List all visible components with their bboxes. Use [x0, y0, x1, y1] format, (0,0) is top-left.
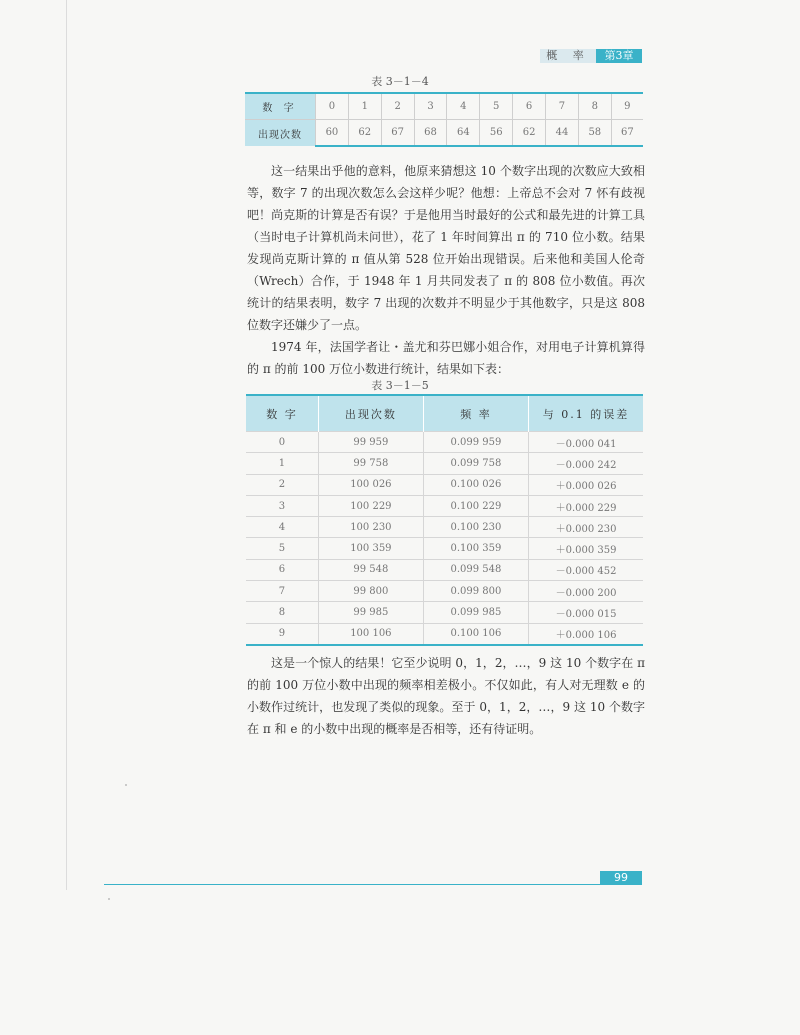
table1-count: 44 [546, 120, 579, 147]
column-header: 与 0.1 的误差 [529, 395, 643, 432]
page-edge-line [66, 0, 67, 890]
cell-digit: 5 [246, 538, 318, 559]
paragraph: 这是一个惊人的结果！它至少说明 0，1，2，…，9 这 10 个数字在 π 的前 100 万位小数中出现的频率相差极小。不仅如此，有人对无理数 e 的小数作过统计，也发现了类似的现象。至于 0，1，2，…，9 这 10 个数字在 π 和 e 的小数中出现的概率是否相等，还有待证明。 [247, 656, 645, 736]
cell-error: －0.000 452 [529, 559, 643, 580]
cell-frequency: 0.100 229 [423, 495, 528, 516]
paragraph: 1974 年，法国学者让・盖尤和芬巴娜小姐合作，对用电子计算机算得的 π 的前 100 万位小数进行统计，结果如下表： [247, 340, 645, 376]
cell-frequency: 0.100 106 [423, 623, 528, 645]
scan-speck [125, 784, 127, 786]
table1-caption: 表 3－1－4 [371, 75, 429, 88]
table-row [246, 559, 643, 580]
table-row [246, 432, 643, 453]
table1-digit: 2 [381, 93, 414, 120]
table1-count: 64 [447, 120, 480, 147]
table-row [246, 453, 643, 474]
body-text-1 [247, 160, 645, 380]
digit-count-table-small [245, 92, 643, 147]
cell-error: －0.000 200 [529, 581, 643, 602]
cell-error: －0.000 015 [529, 602, 643, 623]
cell-digit: 9 [246, 623, 318, 645]
cell-frequency: 0.099 959 [423, 432, 528, 453]
cell-frequency: 0.100 359 [423, 538, 528, 559]
cell-frequency: 0.099 985 [423, 602, 528, 623]
table1-count: 56 [480, 120, 513, 147]
cell-digit: 6 [246, 559, 318, 580]
cell-frequency: 0.099 800 [423, 581, 528, 602]
table1-digit: 1 [348, 93, 381, 120]
table-row [246, 581, 643, 602]
cell-digit: 1 [246, 453, 318, 474]
cell-error: ＋0.000 106 [529, 623, 643, 645]
cell-digit: 3 [246, 495, 318, 516]
table1-digit: 6 [513, 93, 546, 120]
table-row [246, 474, 643, 495]
table1-digit-row [245, 93, 643, 120]
cell-digit: 0 [246, 432, 318, 453]
cell-frequency: 0.099 548 [423, 559, 528, 580]
cell-frequency: 0.100 026 [423, 474, 528, 495]
chapter-name: 概 率 [540, 49, 596, 63]
cell-frequency: 0.100 230 [423, 517, 528, 538]
chapter-number: 第3章 [596, 49, 642, 63]
chapter-header-tag [540, 49, 642, 63]
cell-error: ＋0.000 026 [529, 474, 643, 495]
cell-error: ＋0.000 359 [529, 538, 643, 559]
table-row [246, 602, 643, 623]
cell-error: ＋0.000 230 [529, 517, 643, 538]
table-row [246, 517, 643, 538]
table-row [246, 623, 643, 645]
cell-count: 100 106 [318, 623, 423, 645]
column-header: 数 字 [246, 395, 318, 432]
table1-count: 68 [414, 120, 447, 147]
cell-count: 100 229 [318, 495, 423, 516]
cell-count: 100 359 [318, 538, 423, 559]
footer-rule [104, 884, 642, 885]
table1-count: 60 [316, 120, 349, 147]
table1-count: 58 [578, 120, 611, 147]
cell-digit: 4 [246, 517, 318, 538]
cell-count: 99 758 [318, 453, 423, 474]
table1-digit: 5 [480, 93, 513, 120]
column-header: 频 率 [423, 395, 528, 432]
table-row [246, 495, 643, 516]
cell-count: 100 230 [318, 517, 423, 538]
table1-row-label: 数 字 [245, 93, 316, 120]
cell-error: －0.000 242 [529, 453, 643, 474]
page-number: 99 [600, 871, 642, 885]
table1-row-label: 出现次数 [245, 120, 316, 147]
table1-count: 62 [513, 120, 546, 147]
cell-digit: 2 [246, 474, 318, 495]
table1-count: 62 [348, 120, 381, 147]
cell-digit: 8 [246, 602, 318, 623]
cell-count: 99 985 [318, 602, 423, 623]
pi-digit-frequency-table [246, 394, 643, 646]
column-header: 出现次数 [318, 395, 423, 432]
cell-error: ＋0.000 229 [529, 495, 643, 516]
table1-digit: 0 [316, 93, 349, 120]
cell-error: －0.000 041 [529, 432, 643, 453]
table1-digit: 8 [578, 93, 611, 120]
cell-count: 100 026 [318, 474, 423, 495]
paragraph: 这一结果出乎他的意料，他原来猜想这 10 个数字出现的次数应大致相等，数字 7 的出现次数怎么会这样少呢？他想：上帝总不会对 7 怀有歧视吧！尚克斯的计算是否有误？于是他用当时最好的公式和最先进的计算工具（当时电子计算机尚未问世），花了 1 年时间算出 π 的 710 位小数。结果发现尚克斯计算的 π 值从第 528 位开始出现错误。后来他和美国人伦奇（Wrech）合作，于 1948 年 1 月共同发表了 π 的 808 位小数值。再次统计的结果表明，数字 7 出现的次数并不明显少于其他数字，只是这 808 位数字还嫌少了一点。 [247, 164, 645, 332]
table1-digit: 7 [546, 93, 579, 120]
cell-count: 99 548 [318, 559, 423, 580]
table1-count: 67 [381, 120, 414, 147]
cell-count: 99 959 [318, 432, 423, 453]
body-text-2 [247, 652, 645, 740]
table1-count: 67 [611, 120, 643, 147]
table1-digit: 4 [447, 93, 480, 120]
table-row [246, 538, 643, 559]
table1-digit: 9 [611, 93, 643, 120]
cell-frequency: 0.099 758 [423, 453, 528, 474]
table2-caption: 表 3－1－5 [371, 379, 429, 392]
scan-speck [108, 898, 110, 900]
cell-digit: 7 [246, 581, 318, 602]
table2-header-row [246, 395, 643, 432]
cell-count: 99 800 [318, 581, 423, 602]
table1-digit: 3 [414, 93, 447, 120]
table1-count-row [245, 120, 643, 147]
